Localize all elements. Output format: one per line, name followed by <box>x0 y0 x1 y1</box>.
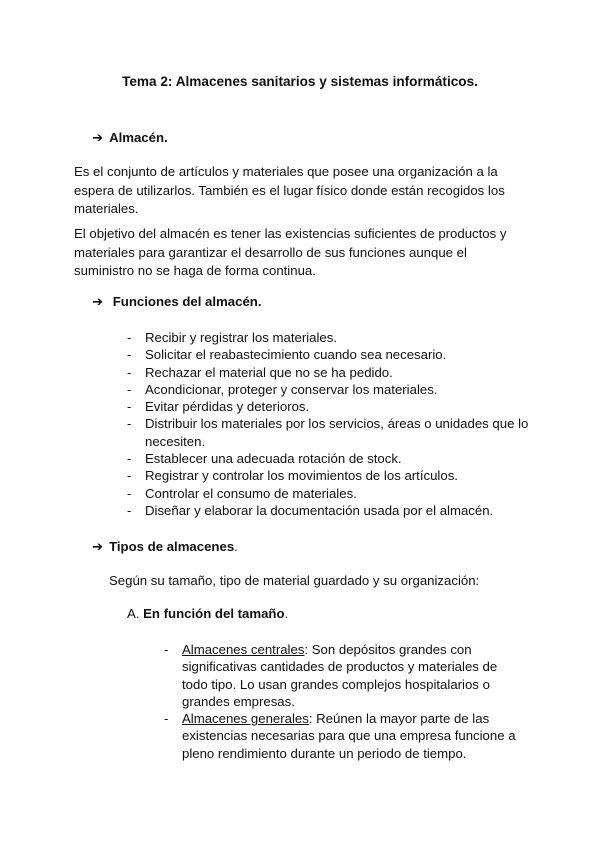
list-item: - Evitar pérdidas y deterioros. <box>127 398 537 415</box>
list-item: - Acondicionar, proteger y conservar los materiales. <box>127 381 537 398</box>
heading-almacen-text: Almacén. <box>109 130 168 145</box>
arrow-icon: ➔ <box>92 130 104 145</box>
heading-funciones <box>92 294 262 310</box>
list-item: - Registrar y controlar los movimientos de los artículos. <box>127 467 537 484</box>
list-item: - Establecer una adecuada rotación de stock. <box>127 450 537 467</box>
term-almacenes-generales: Almacenes generales <box>182 711 309 727</box>
list-item: - Diseñar y elaborar la documentación usada por el almacén. <box>127 502 537 519</box>
tipos-intro: Según su tamaño, tipo de material guardado y su organización: <box>109 573 480 588</box>
list-item: - Rechazar el material que no se ha pedido. <box>127 364 537 381</box>
paragraph-definicion: Es el conjunto de artículos y materiales que posee una organización a la espera de utilizarlos. También es el lugar físico donde están recogidos los materiales. <box>74 164 505 216</box>
paragraph-objetivo: El objetivo del almacén es tener las existencias suficientes de productos y materiales para garantizar el desarrollo de sus funciones aunque el suministro no se haga de forma continua. <box>74 226 507 278</box>
item-description: : Reúnen la mayor parte de las existencias necesarias para que una empresa funcione a pleno rendimiento durante un periodo de tiempo. <box>182 711 516 761</box>
heading-tipos-text: Tipos de almacenes <box>109 539 235 554</box>
subheading-tamano-text: En función del tamaño <box>143 606 285 621</box>
page-title: Tema 2: Almacenes sanitarios y sistemas informáticos. <box>122 74 478 89</box>
list-item <box>164 641 519 710</box>
list-item: - Recibir y registrar los materiales. <box>127 329 537 346</box>
funciones-list <box>127 329 537 519</box>
heading-tipos-suffix: . <box>234 539 238 554</box>
arrow-icon: ➔ <box>92 539 104 554</box>
list-item: - Controlar el consumo de materiales. <box>127 485 537 502</box>
list-item: - Distribuir los materiales por los servicios, áreas o unidades que lo necesiten. <box>127 415 537 450</box>
term-almacenes-centrales: Almacenes centrales <box>182 642 305 657</box>
subheading-tamano-suffix: . <box>284 606 289 621</box>
heading-funciones-text: Funciones del almacén. <box>112 294 262 309</box>
subheading-tamano <box>127 606 288 621</box>
tamano-list <box>164 641 519 762</box>
item-description: : Son depósitos grandes con significativas cantidades de productos y materiales de todo tipo. Lo usan grandes complejos hospitalarios o grandes empresas. <box>182 642 498 709</box>
heading-tipos <box>92 539 238 555</box>
heading-almacen <box>92 130 168 146</box>
list-item: - Solicitar el reabastecimiento cuando sea necesario. <box>127 346 537 363</box>
list-item <box>164 710 519 762</box>
subheading-letter: A. <box>127 606 140 621</box>
arrow-icon: ➔ <box>92 294 104 309</box>
